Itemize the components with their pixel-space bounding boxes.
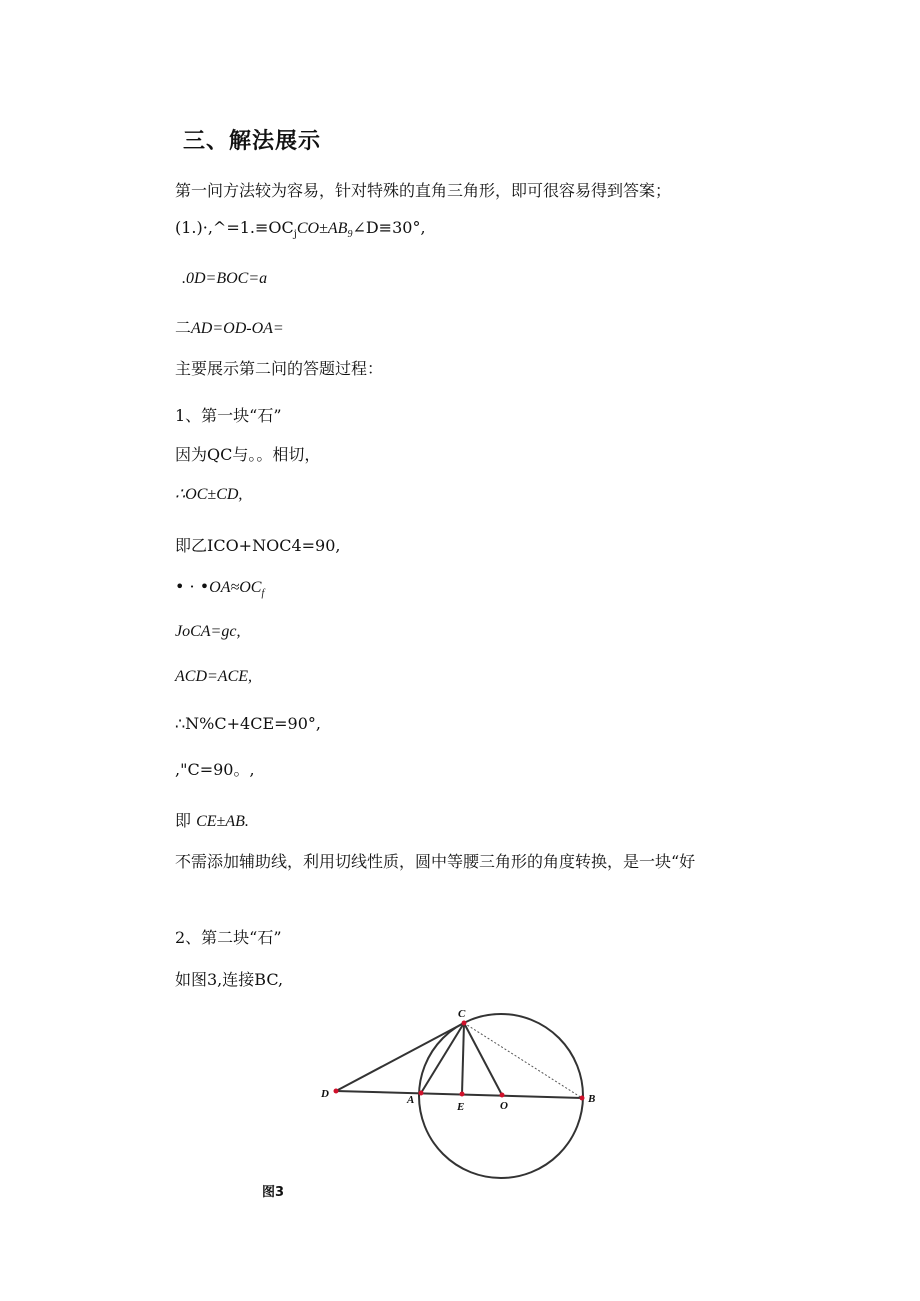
equation-sub: f <box>261 588 265 600</box>
label-o: O <box>500 1100 508 1112</box>
bullet-dots: • · • <box>175 577 210 596</box>
point-a <box>419 1091 424 1096</box>
point-o <box>500 1093 505 1098</box>
paragraph-intro: 第一问方法较为容易，针对特殊的直角三角形，即可很容易得到答案； <box>175 181 672 200</box>
text-line: 如图3,连接BC, <box>175 970 284 989</box>
point-e <box>460 1092 465 1097</box>
equation-sub: 9 <box>347 229 353 241</box>
equation-part: (1.)·,^=1.≡OC <box>175 218 294 237</box>
figure-caption: 图3 <box>262 1185 285 1200</box>
equation-part-italic: OA≈OC <box>209 579 262 596</box>
paragraph-summary: 不需添加辅助线，利用切线性质，圆中等腰三角形的角度转换，是一块“好 <box>175 852 696 871</box>
label-d: D <box>321 1088 329 1100</box>
segment-db <box>336 1091 582 1098</box>
equation-part-italic: CE±AB. <box>196 813 249 830</box>
point-b <box>580 1096 585 1101</box>
subheading-stone-2: 2、第二块“石” <box>175 928 282 947</box>
label-e: E <box>457 1101 465 1113</box>
geometry-figure <box>300 995 610 1185</box>
equation-line: ∴N%C+4CE=90°, <box>175 714 321 733</box>
label-a: A <box>407 1094 415 1106</box>
subheading-stone-1: 1、第一块“石” <box>175 406 282 425</box>
point-c <box>462 1021 467 1026</box>
segment-co <box>464 1023 502 1095</box>
segment-ce <box>462 1023 464 1094</box>
section-title: 三、解法展示 <box>183 129 322 154</box>
equation-line: ,"C=90。, <box>175 760 255 779</box>
equation-line-1 <box>175 218 426 245</box>
equation-part: 即 <box>175 811 192 830</box>
equation-line: JoCA=gc, <box>175 623 241 640</box>
equation-line <box>175 811 249 832</box>
label-b: B <box>588 1093 596 1105</box>
equation-part-italic: CO±AB <box>296 220 348 237</box>
label-c: C <box>458 1008 466 1020</box>
text-line: 因为QC与。。相切， <box>175 445 321 464</box>
equation-line: 即乙ICO+NOC4=90, <box>175 536 341 555</box>
segment-dc <box>336 1023 464 1091</box>
equation-line: ACD=ACE, <box>175 668 253 685</box>
therefore-mark: 二 <box>175 318 192 337</box>
equation-line: ∴OC±CD, <box>175 486 243 503</box>
segment-cb-dotted <box>464 1023 582 1098</box>
equation-part: ∠D≡30°, <box>352 218 426 237</box>
equation-line <box>175 577 264 604</box>
equation-line-2: .0D=BOC=a <box>182 270 268 287</box>
equation-sub: j <box>293 229 297 241</box>
paragraph-main: 主要展示第二问的答题过程： <box>175 359 384 378</box>
equation-part-italic: AD=OD-OA= <box>191 320 284 337</box>
equation-line-3 <box>175 318 284 339</box>
point-d <box>334 1089 339 1094</box>
